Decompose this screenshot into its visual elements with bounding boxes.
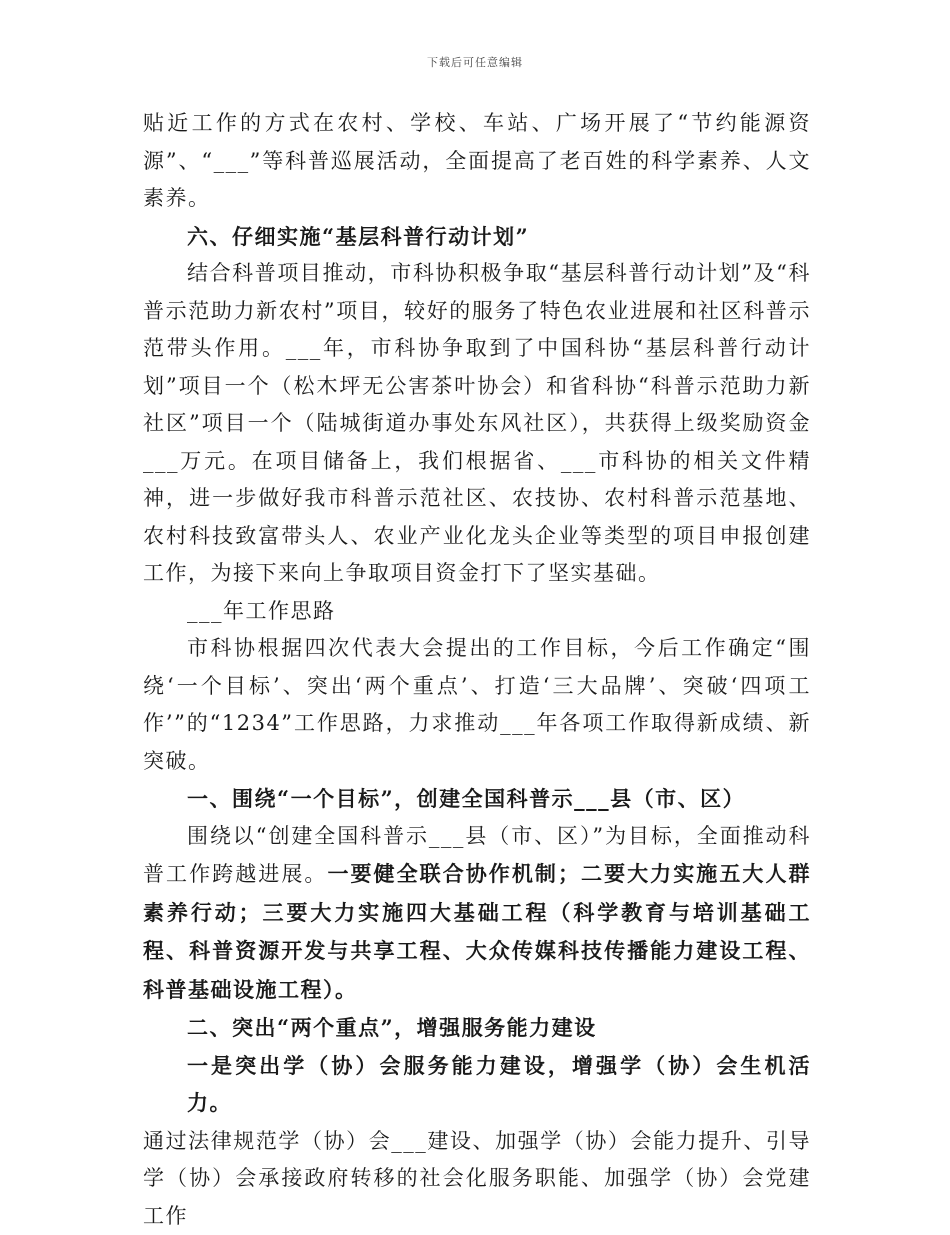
paragraph-service-normal: 通过法律规范学（协）会___建设、加强学（协）会能力提升、引导学（协）会承接政府转移的社会化服务职能、加强学（协）会党建工作 [143,1129,811,1228]
document-body [143,105,811,1235]
section-heading-one: 一、围绕“一个目标”，创建全国科普示___县（市、区） [143,780,811,818]
paragraph-service-capacity [143,1047,811,1235]
paragraph-goal-intro: 围绕以“创建全国科普示___县（市、区）”为目标，全面推动科普工作跨越进展。 [143,824,811,887]
paragraph-goal-bold: 一要健全联合协作机制；二要大力实施五大人群素养行动；三要大力实施四大基础工程（科学教育与培训基础工程、科普资源开发与共享工程、大众传媒科技传播能力建设工程、科普基础设施工程）。 [143,861,811,1002]
section-heading-two: 二、突出“两个重点”，增强服务能力建设 [143,1009,811,1047]
paragraph-service-bold: 一是突出学（协）会服务能力建设，增强学（协）会生机活力。 [143,1047,811,1122]
section-heading-six: 六、仔细实施“基层科普行动计划” [143,218,811,256]
paragraph-goal-detail [143,818,811,1010]
subheading-work-ideas: ___年工作思路 [143,593,811,631]
page-header: 下载后可任意编辑 [0,54,950,70]
paragraph-continued: 贴近工作的方式在农村、学校、车站、广场开展了“节约能源资源”、“___”等科普巡展活动，全面提高了老百姓的科学素养、人文素养。 [143,105,811,218]
paragraph-grassroots-plan: 结合科普项目推动，市科协积极争取“基层科普行动计划”及“科普示范助力新农村”项目，较好的服务了特色农业进展和社区科普示范带头作用。___年，市科协争取到了中国科协“基层科普行动计划”项目一个（松木坪无公害茶叶协会）和省科协“科普示范助力新社区”项目一个（陆城街道办事处东风社区），共获得上级奖励资金___万元。在项目储备上，我们根据省、___市科协的相关文件精神，进一步做好我市科普示范社区、农技协、农村科普示范基地、农村科技致富带头人、农业产业化龙头企业等类型的项目申报创建工作，为接下来向上争取项目资金打下了坚实基础。 [143,255,811,593]
paragraph-work-goals: 市科协根据四次代表大会提出的工作目标，今后工作确定“围绕‘一个目标’、突出‘两个重点’、打造‘三大品牌’、突破‘四项工作’”的“1234”工作思路，力求推动___年各项工作取得新成绩、新突破。 [143,630,811,780]
